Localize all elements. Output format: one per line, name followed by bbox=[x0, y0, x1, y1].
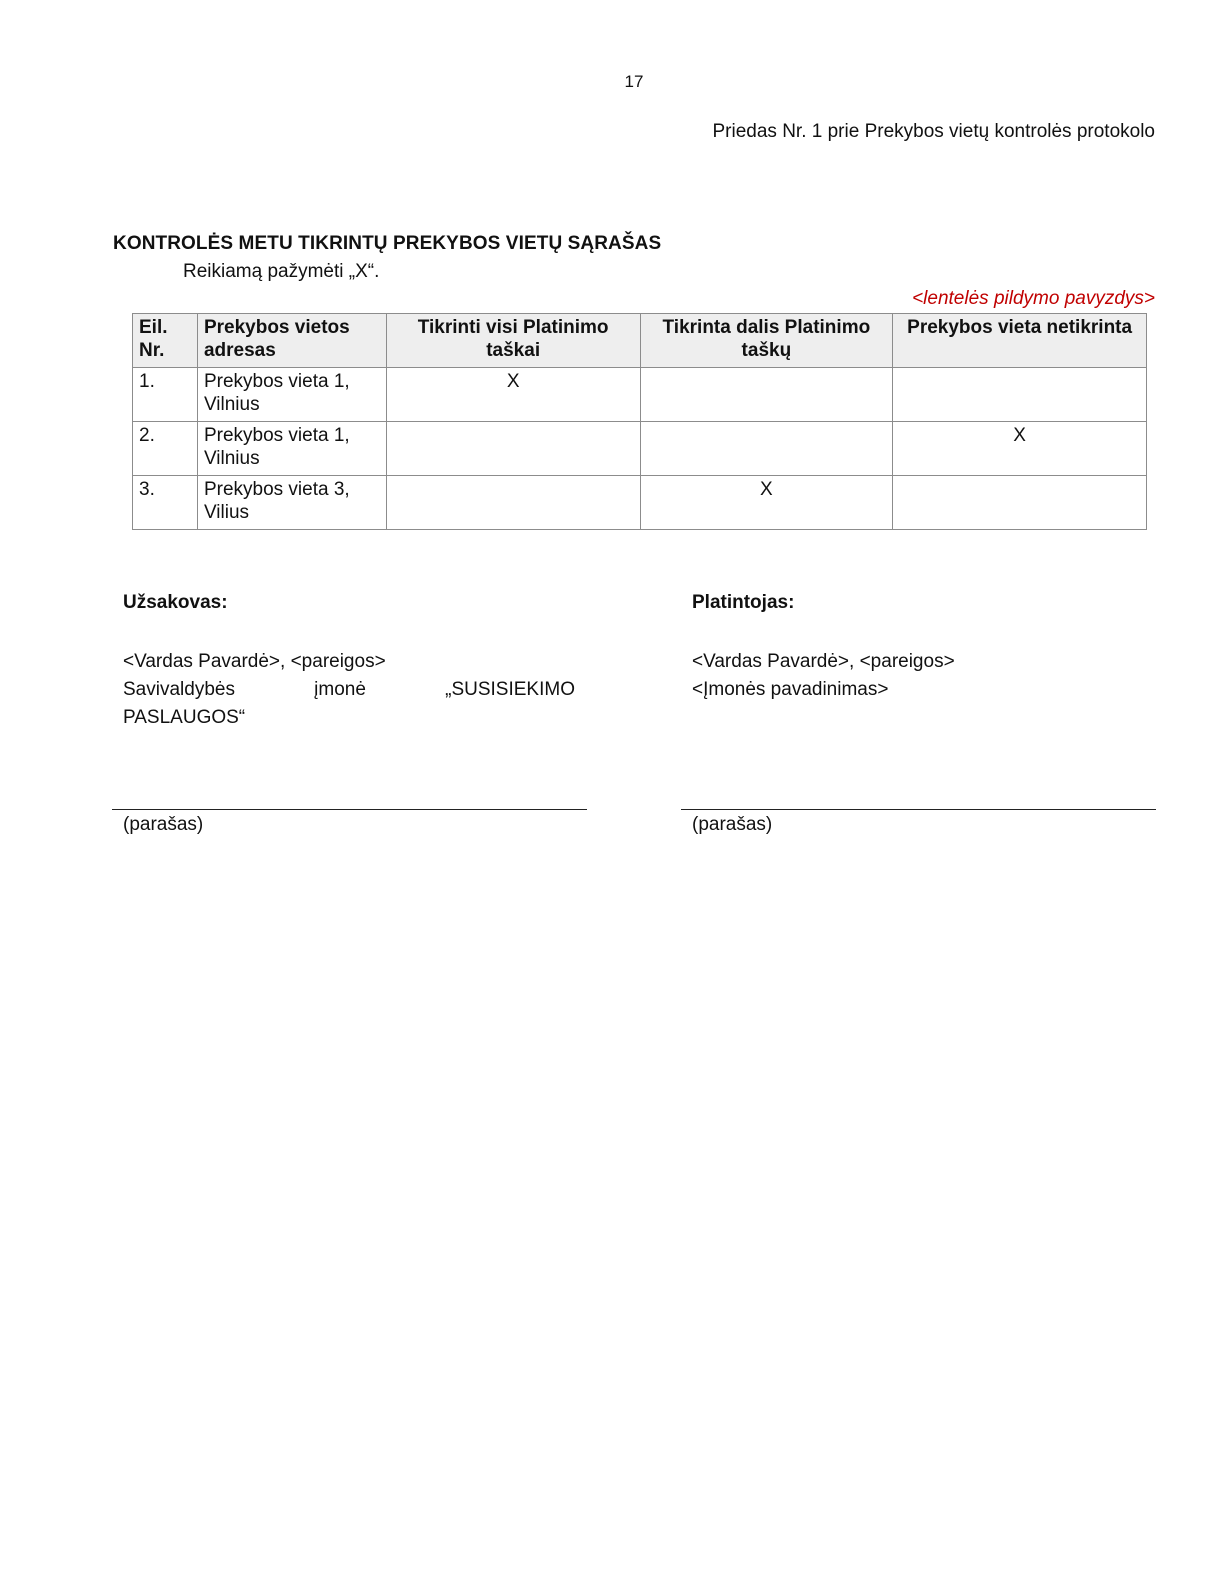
row-address: Prekybos vieta 3, Vilius bbox=[197, 476, 386, 530]
distributor-signature-label: (parašas) bbox=[692, 814, 773, 835]
row-address: Prekybos vieta 1, Vilnius bbox=[197, 368, 386, 422]
table-row bbox=[133, 368, 1147, 422]
row-number: 3. bbox=[133, 476, 198, 530]
customer-company-line1: Savivaldybės įmonė „SUSISIEKIMO bbox=[123, 679, 575, 700]
row-mark-partial bbox=[640, 368, 893, 422]
instruction-text: Reikiamą pažymėti „X“. bbox=[183, 261, 380, 282]
row-mark-all bbox=[386, 476, 640, 530]
row-number: 1. bbox=[133, 368, 198, 422]
customer-signature-line bbox=[112, 809, 587, 810]
column-header-partial-points: Tikrinta dalis Platinimo taškų bbox=[640, 314, 893, 368]
page-number: 17 bbox=[624, 72, 644, 91]
column-header-not-checked: Prekybos vieta netikrinta bbox=[893, 314, 1147, 368]
row-address: Prekybos vieta 1, Vilnius bbox=[197, 422, 386, 476]
distributor-signature-line bbox=[681, 809, 1156, 810]
table-header-row bbox=[133, 314, 1147, 368]
table-row bbox=[133, 422, 1147, 476]
distributor-label: Platintojas: bbox=[692, 592, 795, 613]
section-title: KONTROLĖS METU TIKRINTŲ PREKYBOS VIETŲ SĄRAŠAS bbox=[113, 233, 662, 254]
row-number: 2. bbox=[133, 422, 198, 476]
distributor-name-line: <Vardas Pavardė>, <pareigos> bbox=[692, 651, 955, 672]
annex-title: Priedas Nr. 1 prie Prekybos vietų kontrolės protokolo bbox=[712, 121, 1155, 142]
customer-label: Užsakovas: bbox=[123, 592, 228, 613]
customer-company-line2: PASLAUGOS“ bbox=[123, 707, 246, 728]
row-mark-all bbox=[386, 422, 640, 476]
row-mark-none bbox=[893, 476, 1147, 530]
example-note: <lentelės pildymo pavyzdys> bbox=[912, 288, 1155, 309]
table-row bbox=[133, 476, 1147, 530]
customer-name-line: <Vardas Pavardė>, <pareigos> bbox=[123, 651, 386, 672]
column-header-address: Prekybos vietos adresas bbox=[197, 314, 386, 368]
row-mark-partial: X bbox=[640, 476, 893, 530]
customer-signature-label: (parašas) bbox=[123, 814, 204, 835]
column-header-all-points: Tikrinti visi Platinimo taškai bbox=[386, 314, 640, 368]
row-mark-none bbox=[893, 368, 1147, 422]
column-header-number: Eil. Nr. bbox=[133, 314, 198, 368]
row-mark-all: X bbox=[386, 368, 640, 422]
row-mark-partial bbox=[640, 422, 893, 476]
distributor-company-line: <Įmonės pavadinimas> bbox=[692, 679, 889, 700]
inspected-locations-table bbox=[132, 313, 1147, 530]
row-mark-none: X bbox=[893, 422, 1147, 476]
